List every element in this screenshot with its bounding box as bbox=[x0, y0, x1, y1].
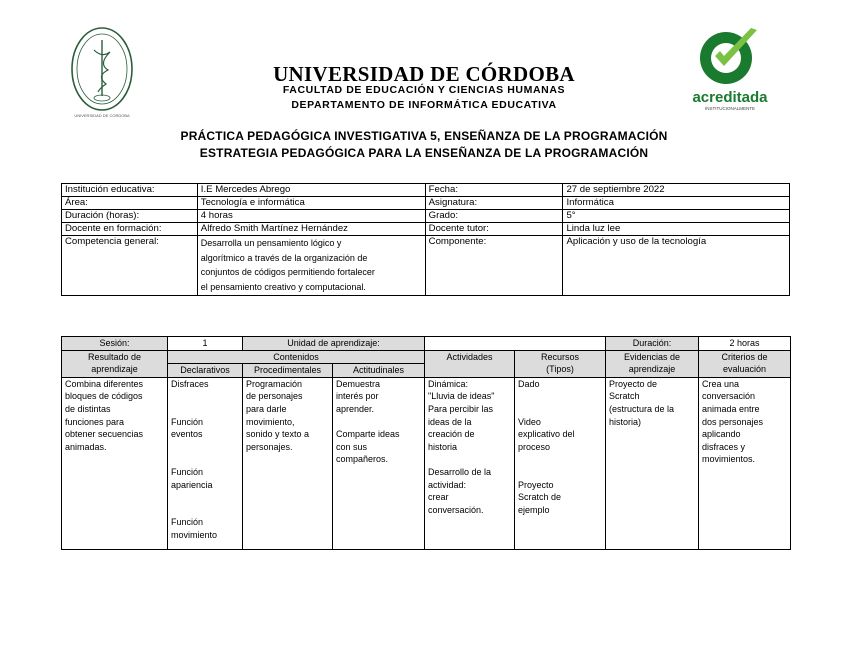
cell-line: dos personajes bbox=[702, 416, 764, 427]
cell-line: explicativo del bbox=[518, 429, 575, 440]
competence-value bbox=[197, 236, 425, 296]
resources-cell bbox=[515, 377, 606, 549]
cell-line: Programación bbox=[246, 378, 303, 389]
resources-header bbox=[515, 350, 606, 377]
seal-caption: UNIVERSIDAD DE CORDOBA bbox=[74, 113, 130, 118]
table-row bbox=[62, 337, 791, 351]
document-title: PRÁCTICA PEDAGÓGICA INVESTIGATIVA 5, ENSEÑANZA DE LA PROGRAMACIÓN bbox=[180, 129, 668, 143]
accreditation-label: acreditada bbox=[692, 89, 768, 106]
department-name: DEPARTAMENTO DE INFORMÁTICA EDUCATIVA bbox=[291, 99, 557, 111]
header-line: Resultado de bbox=[87, 351, 142, 362]
duration-value: 4 horas bbox=[197, 210, 425, 223]
cell-line: crear bbox=[428, 492, 449, 503]
session-value: 1 bbox=[168, 337, 243, 351]
cell-line: Desarrollo de la bbox=[428, 466, 492, 477]
cell-line: movimiento bbox=[171, 529, 218, 540]
cell-line: Crea una bbox=[702, 378, 740, 389]
competence-label: Competencia general: bbox=[62, 236, 198, 296]
cell-line: movimiento, bbox=[246, 416, 295, 427]
area-label: Área: bbox=[62, 197, 198, 210]
cell-line bbox=[518, 466, 602, 479]
header-line: (Tipos) bbox=[546, 364, 574, 375]
header-line: Evidencias de bbox=[623, 351, 681, 362]
cell-line bbox=[171, 403, 239, 416]
cell-line: de distintas bbox=[65, 403, 111, 414]
cell-line: Para percibir las bbox=[428, 403, 494, 414]
cell-line: (estructura de la bbox=[609, 403, 675, 414]
cell-line: animada entre bbox=[702, 403, 760, 414]
header-line: Criterios de bbox=[721, 351, 768, 362]
cell-line bbox=[171, 441, 239, 454]
teacher-label: Docente en formación: bbox=[62, 223, 198, 236]
cell-line: aprender. bbox=[336, 403, 375, 414]
cell-line: creación de bbox=[428, 429, 475, 440]
tutor-value: Linda luz lee bbox=[563, 223, 790, 236]
cell-line: historia) bbox=[609, 416, 642, 427]
tutor-label: Docente tutor: bbox=[425, 223, 563, 236]
cell-line: obtener secuencias bbox=[65, 429, 144, 440]
cell-line bbox=[518, 390, 602, 403]
cell-line: actividad: bbox=[428, 479, 467, 490]
cell-line bbox=[171, 504, 239, 517]
table-row bbox=[62, 236, 790, 296]
cell-line: conversación bbox=[702, 391, 756, 402]
cell-line: "Lluvia de ideas" bbox=[428, 391, 495, 402]
teacher-value: Alfredo Smith Martínez Hernández bbox=[197, 223, 425, 236]
attitudinal-header: Actitudinales bbox=[333, 364, 425, 378]
cell-line: con sus bbox=[336, 441, 368, 452]
plan-duration-label: Duración: bbox=[606, 337, 699, 351]
competence-line: Desarrolla un pensamiento lógico y bbox=[200, 238, 342, 248]
component-label: Componente: bbox=[425, 236, 563, 296]
cell-line: Disfraces bbox=[171, 378, 209, 389]
evidence-cell bbox=[606, 377, 699, 549]
cell-line: movimientos. bbox=[702, 454, 756, 465]
component-value: Aplicación y uso de la tecnología bbox=[563, 236, 790, 296]
cell-line: Dado bbox=[518, 378, 540, 389]
cell-line bbox=[518, 403, 602, 416]
cell-line: personajes. bbox=[246, 441, 293, 452]
criteria-header bbox=[699, 350, 791, 377]
cell-line: ejemplo bbox=[518, 504, 550, 515]
cell-line: Video bbox=[518, 416, 541, 427]
cell-line: interés por bbox=[336, 391, 379, 402]
cell-line: sonido y texto a bbox=[246, 429, 310, 440]
cell-line: Comparte ideas bbox=[336, 429, 400, 440]
date-value: 27 de septiembre 2022 bbox=[563, 184, 790, 197]
header-line: Recursos bbox=[541, 351, 580, 362]
cell-line: Scratch de bbox=[518, 492, 562, 503]
general-info-table bbox=[61, 183, 790, 296]
criteria-cell bbox=[699, 377, 791, 549]
cell-line: bloques de códigos bbox=[65, 391, 143, 402]
cell-line: Dinámica: bbox=[428, 378, 469, 389]
header-line: evaluación bbox=[723, 364, 767, 375]
institution-label: Institución educativa: bbox=[62, 184, 198, 197]
subject-value: Informática bbox=[563, 197, 790, 210]
duration-label: Duración (horas): bbox=[62, 210, 198, 223]
cell-line: Proyecto de bbox=[609, 378, 658, 389]
cell-line: aplicando bbox=[702, 429, 741, 440]
accreditation-sublabel: INSTITUCIONALMENTE bbox=[704, 106, 755, 111]
session-label: Sesión: bbox=[62, 337, 168, 351]
procedural-header: Procedimentales bbox=[243, 364, 333, 378]
header-line: aprendizaje bbox=[628, 364, 676, 375]
document-subtitle: ESTRATEGIA PEDAGÓGICA PARA LA ENSEÑANZA DE LA PROGRAMACIÓN bbox=[199, 146, 649, 160]
table-row bbox=[62, 223, 790, 236]
cell-line: Función bbox=[171, 517, 204, 528]
cell-line: animadas. bbox=[65, 441, 107, 452]
cell-line: Combina diferentes bbox=[65, 378, 144, 389]
university-name: UNIVERSIDAD DE CÓRDOBA bbox=[273, 62, 575, 86]
table-row bbox=[62, 350, 791, 364]
attitudinal-cell bbox=[333, 377, 425, 549]
cell-line bbox=[336, 416, 421, 429]
unit-label: Unidad de aprendizaje: bbox=[243, 337, 425, 351]
cell-line: eventos bbox=[171, 429, 203, 440]
result-header bbox=[62, 350, 168, 377]
cell-line: ideas de la bbox=[428, 416, 472, 427]
cell-line bbox=[518, 453, 602, 466]
table-row bbox=[62, 210, 790, 223]
cell-line bbox=[428, 453, 511, 466]
cell-line: Función bbox=[171, 416, 204, 427]
cell-line: funciones para bbox=[65, 416, 125, 427]
cell-line: conversación. bbox=[428, 504, 484, 515]
cell-line: historia bbox=[428, 441, 458, 452]
faculty-name: FACULTAD DE EDUCACIÓN Y CIENCIAS HUMANAS bbox=[282, 84, 566, 96]
evidence-header bbox=[606, 350, 699, 377]
procedural-cell bbox=[243, 377, 333, 549]
cell-line: Función bbox=[171, 466, 204, 477]
grade-label: Grado: bbox=[425, 210, 563, 223]
cell-line: de personajes bbox=[246, 391, 303, 402]
cell-line: disfraces y bbox=[702, 441, 746, 452]
cell-line: Scratch bbox=[609, 391, 640, 402]
lesson-plan-table bbox=[61, 336, 791, 550]
header-line: aprendizaje bbox=[91, 364, 138, 375]
table-row bbox=[62, 197, 790, 210]
cell-line bbox=[171, 491, 239, 504]
cell-line: para darle bbox=[246, 403, 287, 414]
cell-line: apariencia bbox=[171, 479, 213, 490]
grade-value: 5° bbox=[563, 210, 790, 223]
table-row bbox=[62, 377, 791, 549]
declarative-header: Declarativos bbox=[168, 364, 243, 378]
plan-duration-value: 2 horas bbox=[699, 337, 791, 351]
activities-header: Actividades bbox=[425, 350, 515, 377]
competence-line: algorítmico a través de la organización de bbox=[200, 252, 368, 263]
unit-value bbox=[425, 337, 606, 351]
cell-line: compañeros. bbox=[336, 454, 389, 465]
cell-line: Proyecto bbox=[518, 479, 554, 490]
competence-line: el pensamiento creativo y computacional. bbox=[200, 281, 366, 292]
cell-line: proceso bbox=[518, 441, 551, 452]
institution-value: I.E Mercedes Abrego bbox=[197, 184, 425, 197]
cell-line bbox=[171, 390, 239, 403]
contents-header: Contenidos bbox=[168, 350, 425, 364]
cell-line: Demuestra bbox=[336, 378, 381, 389]
cell-line bbox=[171, 453, 239, 466]
table-row bbox=[62, 184, 790, 197]
result-cell bbox=[62, 377, 168, 549]
date-label: Fecha: bbox=[425, 184, 563, 197]
area-value: Tecnología e informática bbox=[197, 197, 425, 210]
declarative-cell bbox=[168, 377, 243, 549]
competence-line: conjuntos de códigos permitiendo fortalecer bbox=[200, 267, 375, 277]
activities-cell bbox=[425, 377, 515, 549]
subject-label: Asignatura: bbox=[425, 197, 563, 210]
